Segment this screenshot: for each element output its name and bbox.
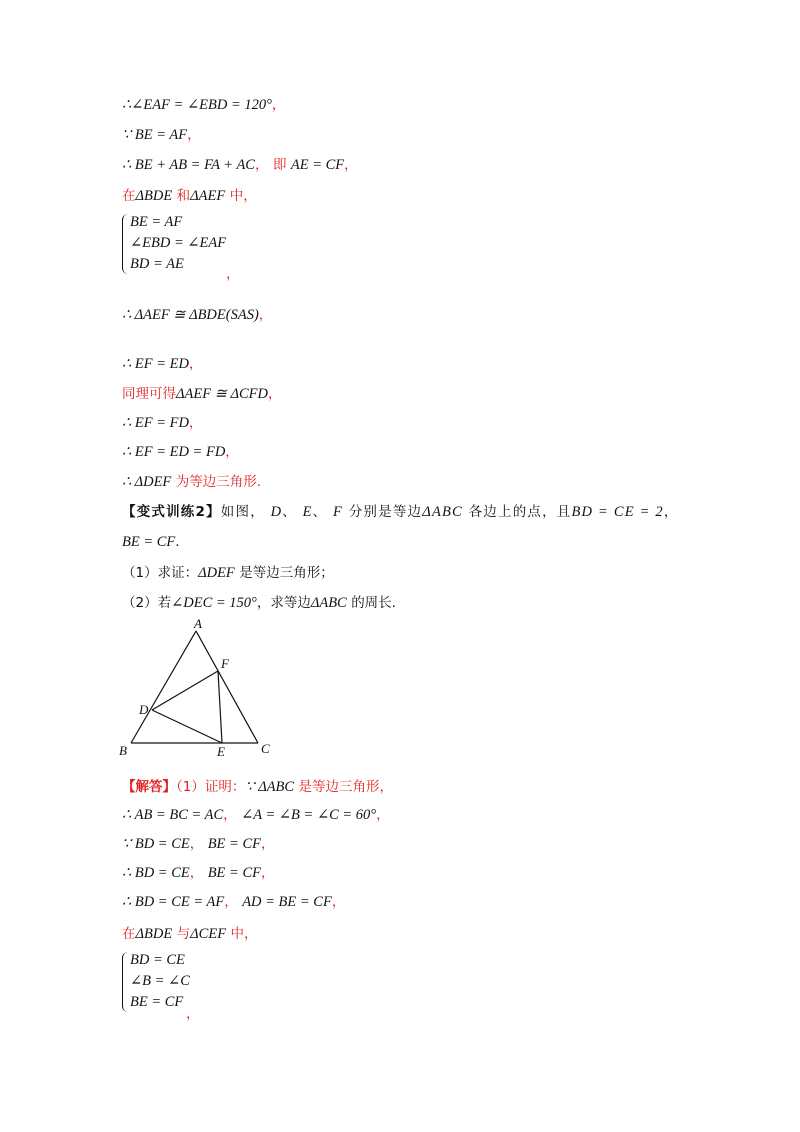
equation: BE = CF xyxy=(130,994,184,1010)
system-brace xyxy=(122,214,129,274)
equation: ∠B = ∠C xyxy=(130,973,190,989)
text: 是等边三角形， xyxy=(298,779,394,795)
text: ， xyxy=(663,504,679,520)
problem-line-2 xyxy=(122,533,180,551)
problem-statement xyxy=(122,503,679,521)
label-e: E xyxy=(217,744,225,759)
equation: ∠EBD = ∠EAF xyxy=(130,235,227,251)
equation: BE = AF xyxy=(130,214,183,230)
label-b: B xyxy=(119,743,127,758)
system-brace xyxy=(122,952,129,1012)
math: BE = CF xyxy=(122,534,176,550)
segment-de xyxy=(152,710,222,743)
label-d: D xyxy=(139,702,149,717)
proof-line-8 xyxy=(122,414,202,432)
math: BE = CF xyxy=(207,836,261,852)
math: ∠A = ∠B = ∠C = 60° xyxy=(241,807,377,823)
text: 如图， xyxy=(220,504,265,520)
text: 分别是等边 xyxy=(348,504,423,520)
punct: ， xyxy=(187,127,201,143)
math: ∠DEC = 150° xyxy=(171,595,257,611)
punct: ， xyxy=(268,386,282,402)
solution-header xyxy=(122,778,393,796)
punct: ， xyxy=(258,307,273,323)
proof-line-10 xyxy=(122,473,261,491)
math: BE = CF xyxy=(207,865,261,881)
math: ∵ BD = CE xyxy=(122,836,190,852)
proof-line-9 xyxy=(122,443,239,461)
punct: ， xyxy=(223,807,237,823)
segment-ef xyxy=(218,671,222,743)
triangle-figure xyxy=(110,612,290,762)
text: 和 xyxy=(176,188,191,204)
solution-line-5 xyxy=(122,925,258,943)
punct: ， xyxy=(260,836,275,852)
math: ∴ EF = ED = FD xyxy=(122,444,226,460)
math: ΔBDE xyxy=(135,188,173,204)
proof-line-3 xyxy=(122,156,358,174)
punct: ， xyxy=(226,266,240,282)
math: ∴ ΔDEF xyxy=(122,474,172,490)
proof-line-7 xyxy=(122,385,282,403)
math: ΔCEF xyxy=(190,926,227,942)
math: ∴ EF = ED xyxy=(122,356,189,372)
equation-system-2 xyxy=(130,950,190,1013)
punct: ， xyxy=(260,865,275,881)
text: 中， xyxy=(230,926,258,942)
math: ∴ AB = BC = AC xyxy=(122,807,224,823)
math: BD = CE = 2 xyxy=(571,504,664,520)
proof-line-6 xyxy=(122,355,202,373)
math: AE = CF xyxy=(290,157,345,173)
math: ∴ ΔAEF ≅ ΔBDE(SAS) xyxy=(122,307,259,323)
math: ∴ BE + AB = FA + AC xyxy=(122,157,255,173)
text: 的周长. xyxy=(351,595,396,611)
text: （2）若 xyxy=(122,595,172,611)
label-c: C xyxy=(261,741,270,756)
punct: ， xyxy=(254,157,269,173)
text: 同理可得 xyxy=(122,386,176,402)
math: E xyxy=(302,504,313,520)
text: 在 xyxy=(122,926,136,942)
text: . xyxy=(175,534,180,550)
solution-line-2 xyxy=(122,835,274,853)
math: ΔAEF xyxy=(190,188,226,204)
side-ac xyxy=(196,631,258,743)
punct: ， xyxy=(225,444,239,460)
solution-line-3 xyxy=(122,864,274,882)
punct: ， xyxy=(331,894,346,910)
text: （1）证明： xyxy=(176,779,246,795)
math: D xyxy=(270,504,283,520)
text: 在 xyxy=(122,188,136,204)
proof-line-2 xyxy=(122,126,201,144)
math: ∴ BD = CE xyxy=(122,865,190,881)
equation-system-1 xyxy=(130,212,226,275)
proof-line-4 xyxy=(122,187,257,205)
math: AD = BE = CF xyxy=(242,894,332,910)
math: ∴∠EAF = ∠EBD = 120° xyxy=(122,97,272,113)
solution-line-4 xyxy=(122,893,345,911)
proof-line-1 xyxy=(122,96,285,114)
math: ΔABC xyxy=(422,504,463,520)
solution-title: 【解答】 xyxy=(122,779,176,795)
text: 各边上的点，且 xyxy=(468,504,572,520)
text: 是等边三角形； xyxy=(239,565,334,581)
label-f: F xyxy=(221,656,229,671)
text: ，求等边 xyxy=(256,595,311,611)
question-2 xyxy=(122,594,396,612)
math: F xyxy=(333,504,344,520)
proof-line-5 xyxy=(122,306,272,324)
text: 为等边三角形. xyxy=(175,474,262,490)
text: 、 xyxy=(312,504,328,520)
text: 即 xyxy=(272,157,287,173)
text: 、 xyxy=(282,504,297,520)
problem-title: 【变式训练2】 xyxy=(122,504,221,520)
punct: ， xyxy=(271,97,286,113)
punct: ， xyxy=(376,807,390,823)
math: ΔAEF ≅ ΔCFD xyxy=(176,386,268,402)
text: 与 xyxy=(176,926,191,942)
solution-line-1 xyxy=(122,806,390,824)
punct: ， xyxy=(189,836,204,852)
text: 中， xyxy=(229,188,257,204)
math: ∴ BD = CE = AF xyxy=(122,894,225,910)
label-a: A xyxy=(194,616,202,631)
text: （1）求证： xyxy=(122,565,199,581)
punct: ， xyxy=(186,1006,200,1022)
punct: ， xyxy=(188,356,203,372)
math: ΔBDE xyxy=(135,926,173,942)
punct: ， xyxy=(189,865,204,881)
equation: BD = CE xyxy=(130,952,185,968)
math: ∵ BE = AF xyxy=(122,127,188,143)
question-1 xyxy=(122,564,334,582)
punct: ， xyxy=(224,894,238,910)
math: ∵ ΔABC xyxy=(245,779,295,795)
math: ∴ EF = FD xyxy=(122,415,189,431)
punct: ， xyxy=(188,415,203,431)
math: ΔDEF xyxy=(198,565,235,581)
equation: BD = AE xyxy=(130,256,184,272)
punct: ， xyxy=(344,157,358,173)
math: ΔABC xyxy=(310,595,347,611)
